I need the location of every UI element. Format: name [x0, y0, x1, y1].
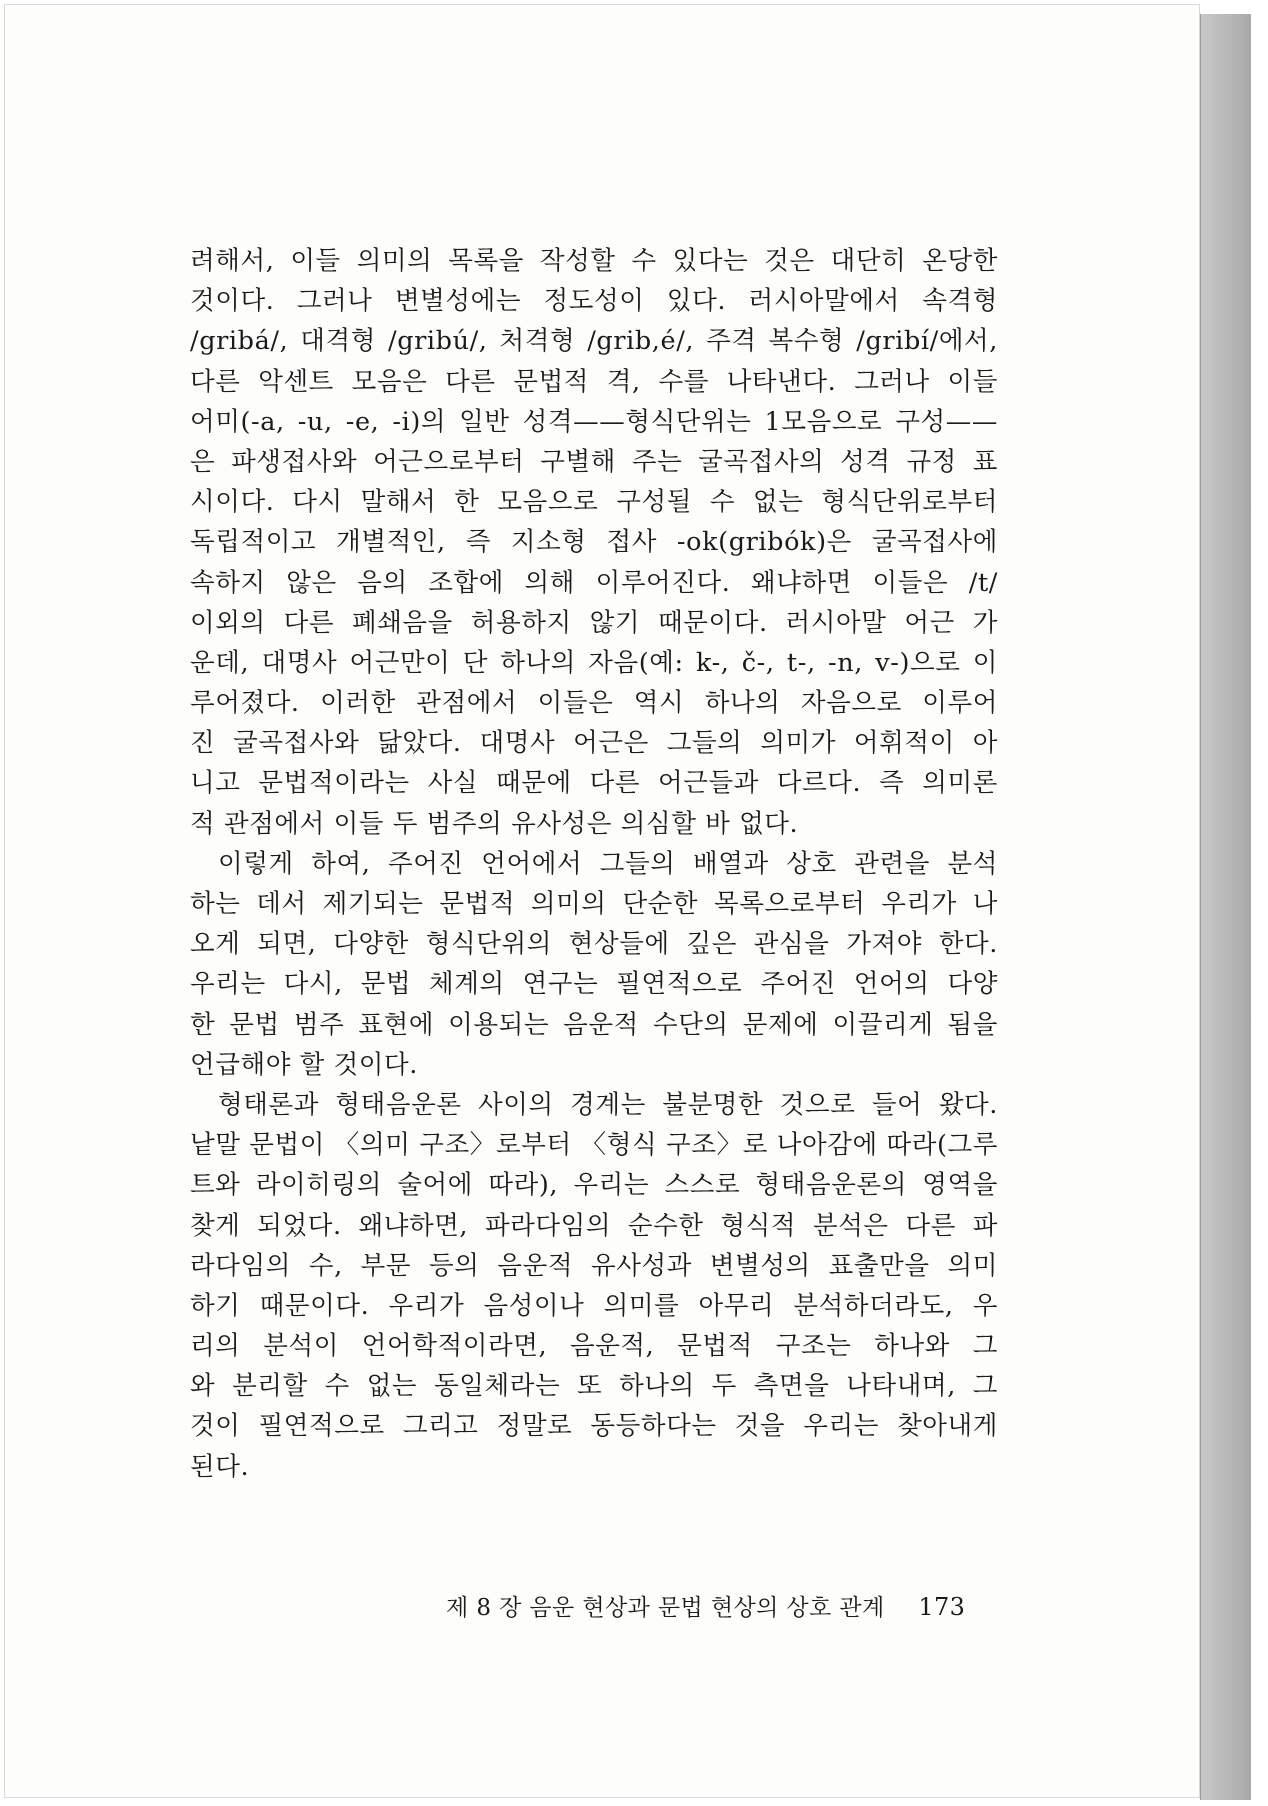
page-number: 173 — [918, 1593, 966, 1621]
text-line-27: 하기 때문이다. 우리가 음성이나 의미를 아무리 분석하더라도, 우 — [190, 1290, 998, 1321]
text-line-19: 우리는 다시, 문법 체계의 연구는 필연적으로 주어진 언어의 다양 — [190, 969, 998, 1000]
text-line-3: /gribá/, 대격형 /gribú/, 처격형 /grib,é/, 주격 복수형 /gribí/에서, — [190, 326, 998, 357]
text-line-28: 리의 분석이 언어학적이라면, 음운적, 문법적 구조는 하나와 그 — [190, 1331, 998, 1362]
text-line-2: 것이다. 그러나 변별성에는 정도성이 있다. 러시아말에서 속격형 — [190, 286, 998, 317]
text-line-25: 찾게 되었다. 왜냐하면, 파라다임의 순수한 형식적 분석은 다른 파 — [190, 1210, 998, 1241]
text-line-17: 하는 데서 제기되는 문법적 의미의 단순한 목록으로부터 우리가 나 — [190, 889, 998, 919]
text-line-10: 이외의 다른 폐쇄음을 허용하지 않기 때문이다. 러시아말 어근 가 — [190, 607, 998, 638]
text-line-12: 루어졌다. 이러한 관점에서 이들은 역시 하나의 자음으로 이루어 — [190, 688, 998, 719]
text-line-18: 오게 되면, 다양한 형식단위의 현상들에 깊은 관심을 가져야 한다. — [190, 929, 998, 960]
text-line-8: 독립적이고 개별적인, 즉 지소형 접사 -ok(gribók)은 굴곡접사에 — [190, 527, 998, 558]
text-line-21: 언급해야 할 것이다. — [190, 1049, 418, 1080]
text-line-24: 트와 라이히링의 술어에 따라), 우리는 스스로 형태음운론의 영역을 — [190, 1170, 998, 1201]
running-footer — [446, 1589, 1006, 1622]
text-line-29: 와 분리할 수 없는 동일체라는 또 하나의 두 측면을 나타내며, 그 — [190, 1371, 998, 1402]
text-line-26: 라다임의 수, 부문 등의 음운적 유사성과 변별성의 표출만을 의미 — [190, 1250, 998, 1281]
text-line-4: 다른 악센트 모음은 다른 문법적 격, 수를 나타낸다. 그러나 이들 — [190, 366, 998, 397]
text-line-5: 어미(-a, -u, -e, -i)의 일반 성격——형식단위는 1모음으로 구성—— — [190, 406, 998, 437]
text-line-6: 은 파생접사와 어근으로부터 구별해 주는 굴곡접사의 성격 규정 표 — [190, 446, 998, 477]
text-line-11: 운데, 대명사 어근만이 단 하나의 자음(예: k-, č-, t-, -n, v-)으로 이 — [190, 647, 998, 678]
text-line-30: 것이 필연적으로 그리고 정말로 동등하다는 것을 우리는 찾아내게 — [190, 1411, 998, 1442]
text-line-20: 한 문법 범주 표현에 이용되는 음운적 수단의 문제에 이끌리게 됨을 — [190, 1009, 998, 1040]
text-line-14: 니고 문법적이라는 사실 때문에 다른 어근들과 다르다. 즉 의미론 — [190, 768, 998, 799]
page-stack-edge — [1200, 14, 1251, 1800]
text-line-7: 시이다. 다시 말해서 한 모음으로 구성될 수 없는 형식단위로부터 — [190, 487, 998, 518]
text-line-13: 진 굴곡접사와 닮았다. 대명사 어근은 그들의 의미가 어휘적이 아 — [190, 728, 998, 759]
chapter-title: 제 8 장 음운 현상과 문법 현상의 상호 관계 — [446, 1595, 885, 1621]
text-line-31: 된다. — [190, 1451, 250, 1482]
body-text — [190, 241, 998, 1487]
text-line-1: 려해서, 이들 의미의 목록을 작성할 수 있다는 것은 대단히 온당한 — [190, 246, 998, 276]
text-line-9: 속하지 않은 음의 조합에 의해 이루어진다. 왜냐하면 이들은 /t/ — [190, 567, 998, 598]
text-line-22: 형태론과 형태음운론 사이의 경계는 불분명한 것으로 들어 왔다. — [218, 1089, 998, 1120]
text-line-16: 이렇게 하여, 주어진 언어에서 그들의 배열과 상호 관련을 분석 — [218, 848, 998, 879]
text-line-23: 낱말 문법이 〈의미 구조〉로부터 〈형식 구조〉로 나아감에 따라(그루 — [190, 1130, 998, 1161]
text-line-15: 적 관점에서 이들 두 범주의 유사성은 의심할 바 없다. — [190, 808, 799, 839]
